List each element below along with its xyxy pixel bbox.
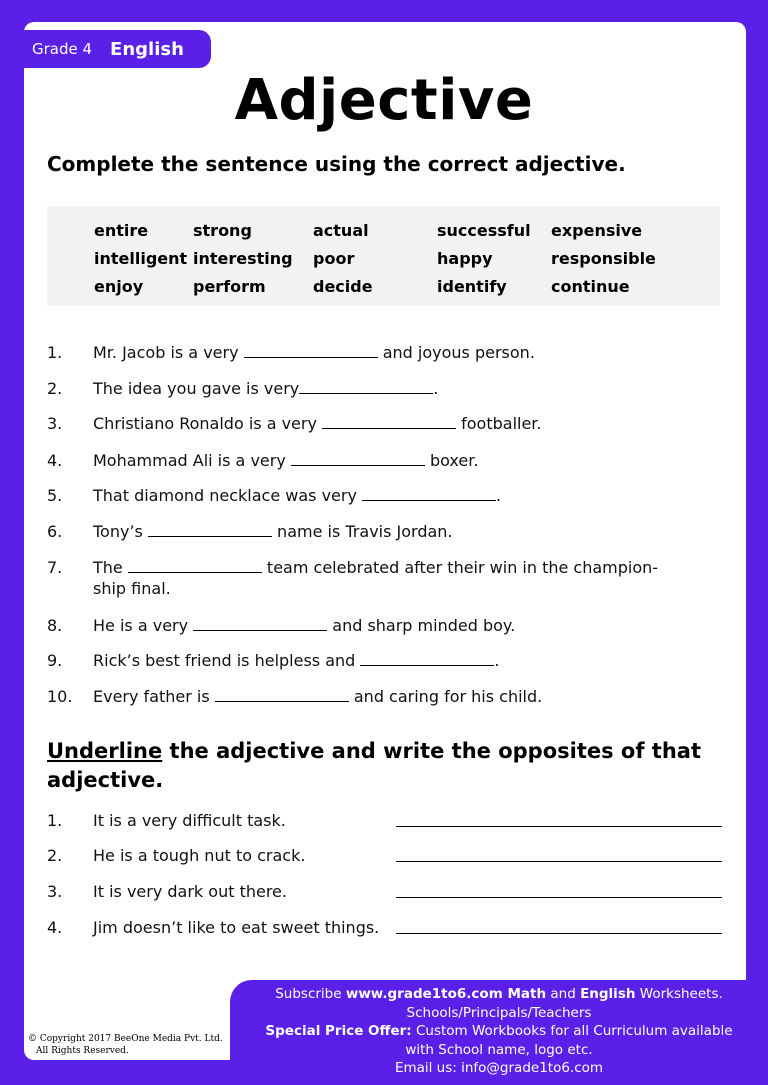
- answer-line[interactable]: [396, 897, 722, 898]
- question-text-before: Christiano Ronaldo is a very: [93, 414, 323, 433]
- question-text-continued: ship final.: [93, 579, 171, 598]
- word-bank-item: expensive: [551, 221, 643, 240]
- answer-line[interactable]: [396, 826, 722, 827]
- question-text-before: He is a very: [93, 616, 194, 635]
- word-bank-item: identify: [437, 277, 507, 296]
- footer-line-1: [230, 985, 768, 1004]
- question-text-before: Mohammad Ali is a very: [93, 451, 291, 470]
- instruction-rest: the adjective and write the opposites of that adjective.: [47, 739, 701, 792]
- word-bank-item: intelligent: [94, 249, 188, 268]
- subject-label: English: [110, 38, 184, 60]
- answer-blank[interactable]: [244, 344, 378, 358]
- footer-line-3: [230, 1022, 768, 1041]
- word-bank-item: continue: [551, 277, 630, 296]
- question-number: 2.: [47, 846, 63, 865]
- question-text-before: Rick’s best friend is helpless and: [93, 651, 361, 670]
- section2-instruction: [47, 737, 727, 795]
- question-text-before: The: [93, 558, 128, 577]
- answer-blank[interactable]: [291, 452, 425, 466]
- footer-bold-text: Special Price Offer:: [265, 1023, 412, 1039]
- question-text-before: Every father is: [93, 687, 215, 706]
- question-text: He is a tough nut to crack.: [93, 846, 306, 865]
- question-text-after: boxer.: [424, 451, 479, 470]
- footer-text: Worksheets.: [635, 986, 723, 1002]
- question-number: 7.: [47, 558, 63, 577]
- question-number: 1.: [47, 811, 63, 830]
- word-bank-item: enjoy: [94, 277, 144, 296]
- copyright-line: © Copyright 2017 BeeOne Media Pvt. Ltd.: [28, 1034, 223, 1044]
- footer-promo: [230, 980, 768, 1085]
- question-number: 4.: [47, 451, 63, 470]
- word-bank-item: perform: [193, 277, 266, 296]
- question-number: 5.: [47, 486, 63, 505]
- question-text-before: Tony’s: [93, 522, 148, 541]
- question-text: It is a very difficult task.: [93, 811, 286, 830]
- word-bank-item: entire: [94, 221, 149, 240]
- answer-blank[interactable]: [362, 487, 496, 501]
- word-bank-item: successful: [437, 221, 531, 240]
- word-bank-item: happy: [437, 249, 493, 268]
- word-bank: [47, 206, 720, 306]
- word-bank-item: actual: [313, 221, 369, 240]
- copyright-line: All Rights Reserved.: [36, 1046, 129, 1056]
- grade-label: Grade 4: [32, 40, 93, 58]
- question-text: Jim doesn’t like to eat sweet things.: [93, 918, 380, 937]
- question-text-after: .: [494, 651, 500, 670]
- footer-line-4: with School name, logo etc.: [405, 1041, 593, 1058]
- footer-line-2: Schools/Principals/Teachers: [406, 1004, 592, 1021]
- answer-blank[interactable]: [193, 617, 327, 631]
- footer-bold-text: English: [580, 986, 636, 1002]
- question-text-after: and sharp minded boy.: [327, 616, 516, 635]
- question-text-after: team celebrated after their win in the champion-: [261, 558, 659, 577]
- question-text-after: and joyous person.: [377, 343, 535, 362]
- word-bank-item: decide: [313, 277, 373, 296]
- question-number: 3.: [47, 882, 63, 901]
- word-bank-item: poor: [313, 249, 355, 268]
- question-number: 2.: [47, 379, 63, 398]
- question-number: 9.: [47, 651, 63, 670]
- grade-subject-tab: [22, 30, 211, 68]
- question-number: 3.: [47, 414, 63, 433]
- footer-email[interactable]: Email us: info@grade1to6.com: [394, 1060, 604, 1076]
- footer-text: and: [546, 986, 581, 1002]
- answer-blank[interactable]: [299, 380, 433, 394]
- footer-text: Custom Workbooks for all Curriculum available: [411, 1023, 733, 1039]
- question-text-before: The idea you gave is very: [93, 379, 300, 398]
- question-text-after: footballer.: [456, 414, 542, 433]
- answer-line[interactable]: [396, 933, 722, 934]
- answer-blank[interactable]: [322, 415, 456, 429]
- question-text-before: That diamond necklace was very: [93, 486, 363, 505]
- instruction-underlined-word: Underline: [47, 739, 163, 763]
- answer-blank[interactable]: [148, 523, 272, 537]
- word-bank-item: responsible: [551, 249, 656, 268]
- question-text-after: .: [496, 486, 502, 505]
- footer-site-link[interactable]: www.grade1to6.com Math: [345, 986, 547, 1002]
- question-number: 8.: [47, 616, 63, 635]
- question-text-after: .: [433, 379, 439, 398]
- answer-blank[interactable]: [215, 688, 349, 702]
- word-bank-item: strong: [193, 221, 252, 240]
- copyright-notice: [28, 1033, 223, 1057]
- question-text-after: name is Travis Jordan.: [271, 522, 453, 541]
- page-title: Adjective: [234, 68, 534, 133]
- word-bank-item: interesting: [193, 249, 293, 268]
- section1-instruction: Complete the sentence using the correct adjective.: [47, 152, 626, 176]
- answer-line[interactable]: [396, 861, 722, 862]
- question-text-after: and caring for his child.: [348, 687, 543, 706]
- answer-blank[interactable]: [128, 559, 262, 573]
- footer-text: Subscribe: [275, 986, 346, 1002]
- question-text: It is very dark out there.: [93, 882, 287, 901]
- question-number: 10.: [47, 687, 73, 706]
- question-text-before: Mr. Jacob is a very: [93, 343, 244, 362]
- answer-blank[interactable]: [360, 652, 494, 666]
- question-number: 1.: [47, 343, 63, 362]
- question-number: 4.: [47, 918, 63, 937]
- question-number: 6.: [47, 522, 63, 541]
